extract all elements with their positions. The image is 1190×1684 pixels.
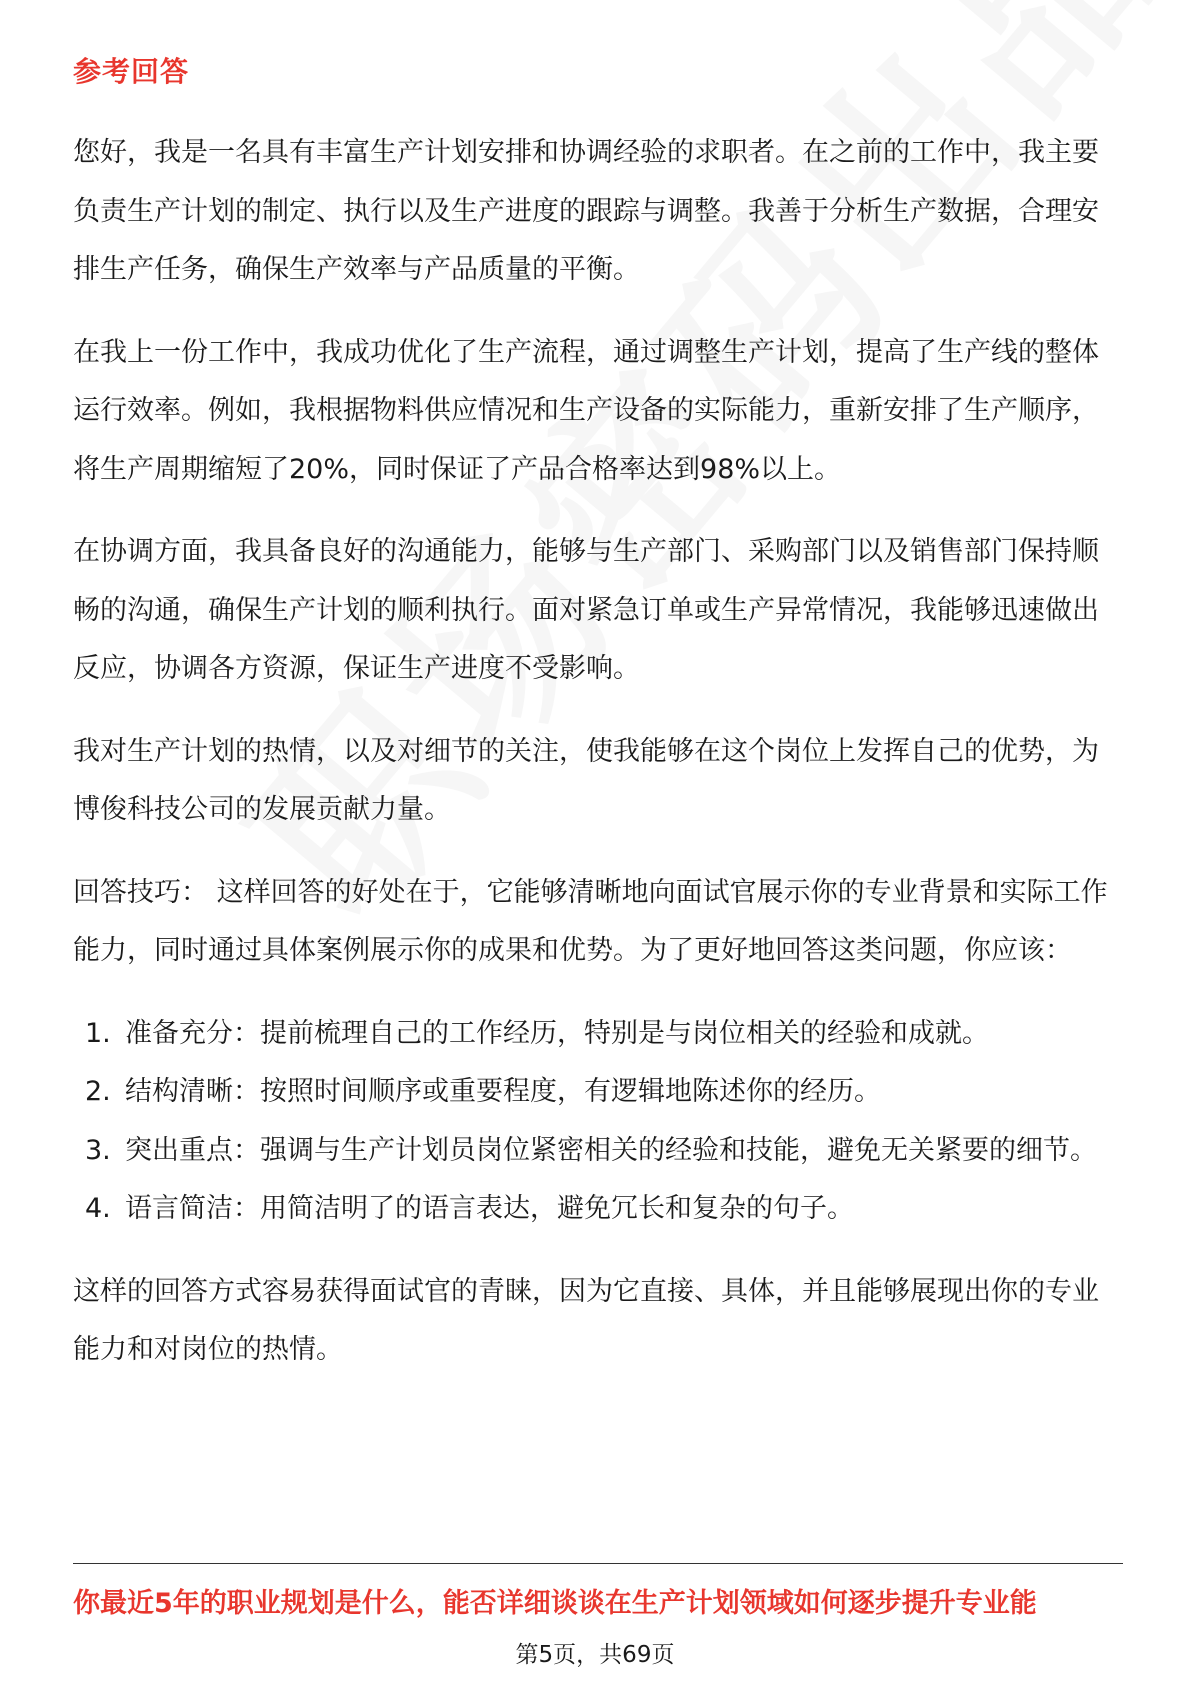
tip-number: 2.: [85, 1076, 111, 1107]
page-number: 第5页，共69页: [515, 1642, 675, 1668]
tip-number: 1.: [85, 1017, 111, 1049]
tips-list-item: [73, 1180, 1123, 1239]
tip-number: 3.: [85, 1134, 111, 1166]
tips-list-item: [73, 1122, 1123, 1181]
section-title: 参考回答: [73, 55, 190, 88]
answer-paragraph-3: 在协调方面，我具备良好的沟通能力，能够与生产部门、采购部门以及销售部门保持顺畅的沟通，确保生产计划的顺利执行。面对紧急订单或生产异常情况，我能够迅速做出反应，协调各方资源，保证生产进度不受影响。: [73, 536, 1099, 684]
tip-text: 准备充分：提前梳理自己的工作经历，特别是与岗位相关的经验和成就。: [125, 1017, 989, 1049]
tips-intro-paragraph: 回答技巧： 这样回答的好处在于，它能够清晰地向面试官展示你的专业背景和实际工作能力，同时通过具体案例展示你的成果和优势。为了更好地回答这类问题，你应该：: [73, 876, 1108, 966]
answer-paragraph-1: 您好，我是一名具有丰富生产计划安排和协调经验的求职者。在之前的工作中，我主要负责生产计划的制定、执行以及生产进度的跟踪与调整。我善于分析生产数据，合理安排生产任务，确保生产效率与产品质量的平衡。: [73, 137, 1099, 285]
answer-paragraph-2: 在我上一份工作中，我成功优化了生产流程，通过调整生产计划，提高了生产线的整体运行效率。例如，我根据物料供应情况和生产设备的实际能力，重新安排了生产顺序，将生产周期缩短了20%，同时保证了产品合格率达到98%以上。: [73, 336, 1099, 485]
answer-content: [73, 124, 1123, 1404]
tips-list-item: [73, 1063, 1123, 1122]
tip-number: 4.: [85, 1193, 111, 1224]
tips-list-item: [73, 1005, 1123, 1064]
tip-text: 语言简洁：用简洁明了的语言表达，避免冗长和复杂的句子。: [125, 1193, 854, 1224]
closing-paragraph: 这样的回答方式容易获得面试官的青睐，因为它直接、具体，并且能够展现出你的专业能力和对岗位的热情。: [73, 1275, 1099, 1365]
next-question-heading: 你最近5年的职业规划是什么，能否详细谈谈在生产计划领域如何逐步提升专业能: [73, 1588, 1037, 1619]
tip-text: 结构清晰：按照时间顺序或重要程度，有逻辑地陈述你的经历。: [125, 1076, 881, 1107]
divider: [73, 1563, 1123, 1564]
tips-list: [73, 1005, 1123, 1239]
tip-text: 突出重点：强调与生产计划员岗位紧密相关的经验和技能，避免无关紧要的细节。: [125, 1134, 1097, 1166]
answer-paragraph-4: 我对生产计划的热情，以及对细节的关注，使我能够在这个岗位上发挥自己的优势，为博俊科技公司的发展贡献力量。: [73, 735, 1099, 825]
